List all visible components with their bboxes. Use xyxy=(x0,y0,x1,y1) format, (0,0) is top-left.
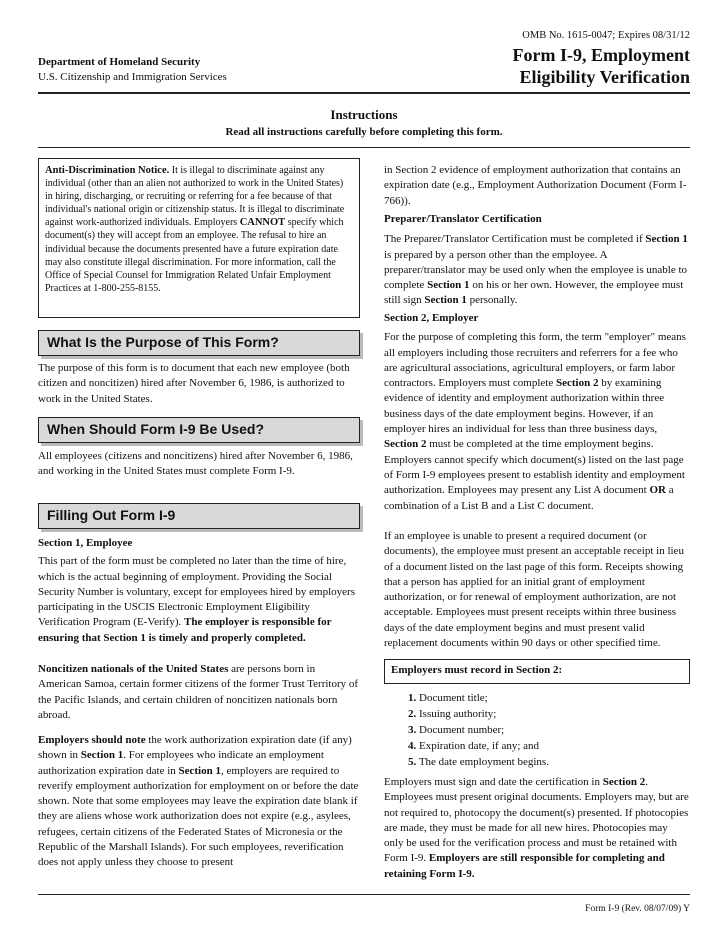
preparer-block xyxy=(384,212,690,309)
preparer-title: Preparer/Translator Certification xyxy=(384,213,542,225)
sign-t2: . Employees must present original documents. Employers may, but are not required to, photocopy the document(s) presented. If photocopies are made, they must be made for all new hires. Photocopies may only be used for the verification process and must be retained with Form I-9. xyxy=(384,776,689,865)
record-list xyxy=(408,690,690,770)
record-item: 2. Issuing authority; xyxy=(408,708,497,720)
record-item: 4. Expiration date, if any; and xyxy=(408,740,540,752)
filling-heading: Filling Out Form I-9 xyxy=(38,503,360,529)
section-2-s2: Section 2 xyxy=(384,438,427,451)
form-title-line-1: Form I-9, Employment xyxy=(512,45,690,65)
preparer-t2: is prepared by a person other than the employee. A preparer/translator may be used only when the employee is unable to complete xyxy=(384,248,688,292)
notice-heading: Anti-Discrimination Notice. xyxy=(45,165,170,176)
section-2-text xyxy=(384,330,690,514)
section-2-or: OR xyxy=(649,484,666,497)
section-2-t1: For the purpose of completing this form, the term "employer" means all employers including those recruiters and referrers for a fee who are agricultural associations, agricultural employers, or farm labor contractors. Employers must complete xyxy=(384,331,686,390)
employers-note-bold: Employers should note xyxy=(38,734,146,746)
instructions-title: Instructions xyxy=(330,107,398,122)
employers-note-text-3: , employers are required to reverify employment authorization for employment on or before the date shown. Note that some employees may leave the expiration date blank if they are aliens whose work authorization does not expire (e.g., asylees, refugees, certain citizens of the Federated States of Micronesia or the Republic of the Marshall Islands). For such employees, reverification does not apply unless they choose to present xyxy=(38,764,359,869)
section-1-title: Section 1, Employee xyxy=(38,537,133,549)
section-1-text xyxy=(38,554,360,646)
notice-text-2: specify which document(s) they will accept from an employee. The refusal to hire an individual because the documents presented have a future expiration date may also constitute illegal discrimination. For more information, call the Office of Special Counsel for Immigration Related Unfair Employment Practices at 1-800-255-8155. xyxy=(45,217,344,294)
employers-note-paragraph xyxy=(38,733,360,871)
purpose-text: The purpose of this form is to document that each new employee (both citizen and noncitizen) hired after November 6, 1986, is authorized to work in the United States. xyxy=(38,362,350,405)
footer-revision: Form I-9 (Rev. 08/07/09) Y xyxy=(585,904,690,914)
employers-note-text-1: the work authorization expiration date (if any) shown in xyxy=(38,734,352,762)
section-1-body: This part of the form must be completed no later than the time of hire, which is the actual beginning of employment. Providing the Social Security Number is voluntary, except for employees hired by employers participating in the USCIS Electronic Employment Eligibility Verification Program (E-Verify). xyxy=(38,555,355,629)
section-2-title: Section 2, Employer xyxy=(384,312,479,324)
sign-bold: Employers are still responsible for completing and retaining Form I-9. xyxy=(384,852,665,880)
section-2-block xyxy=(384,311,690,514)
form-title-line-2: Eligibility Verification xyxy=(519,67,690,87)
preparer-s2: Section 1 xyxy=(427,279,470,292)
form-title xyxy=(513,44,690,88)
when-heading: When Should Form I-9 Be Used? xyxy=(38,417,360,443)
instructions-subtitle: Read all instructions carefully before completing this form. xyxy=(225,126,503,138)
noncitizen-text: are persons born in American Samoa, certain former citizens of the former Trust Territory of the Pacific Islands, and certain children of noncitizen nationals born abroad. xyxy=(38,663,359,721)
notice-cannot: CANNOT xyxy=(239,217,286,229)
sign-t1: Employers must sign and date the certification in xyxy=(384,776,603,788)
record-item: 5. The date employment begins. xyxy=(408,756,549,768)
section-1-block xyxy=(38,536,360,646)
employers-note-section-1b: Section 1 xyxy=(178,764,221,777)
section-2-t4: a combination of a List B and a List C document. xyxy=(384,484,674,512)
employers-note-section-1a: Section 1 xyxy=(80,749,124,762)
department-name: Department of Homeland Security xyxy=(38,56,201,68)
preparer-s1: Section 1 xyxy=(645,233,688,246)
section-2-t2: by examining evidence of identity and employment authorization within three business days of the date employment begins. However, if an employer hires an individual for less than three business days, xyxy=(384,377,665,436)
employers-note-text-2: . For employees who indicate an employment authorization expiration date in xyxy=(38,749,324,777)
anti-discrimination-notice xyxy=(38,158,360,318)
sign-paragraph xyxy=(384,775,690,882)
record-item: 1. Document title; xyxy=(408,692,488,704)
footer-rule xyxy=(38,894,690,895)
agency-name: U.S. Citizenship and Immigration Services xyxy=(38,71,227,83)
record-box: Employers must record in Section 2: xyxy=(384,659,690,684)
omb-number: OMB No. 1615-0047; Expires 08/31/12 xyxy=(522,30,690,41)
noncitizen-bold: Noncitizen nationals of the United States xyxy=(38,663,229,675)
noncitizen-paragraph xyxy=(38,662,360,723)
preparer-text xyxy=(384,232,690,308)
sign-s2: Section 2 xyxy=(602,776,646,788)
when-text: All employees (citizens and noncitizens) hired after November 6, 1986, and working in the United States must complete Form I-9. xyxy=(38,450,353,478)
continued-paragraph: in Section 2 evidence of employment authorization that contains an expiration date (e.g., Employment Authorization Document (Form I-766)). xyxy=(384,164,687,207)
instructions-rule xyxy=(38,147,690,148)
notice-text-1: It is illegal to discriminate against any individual (other than an alien not authorized to work in the United States) in hiring, discharging, or recruiting or referring for a fee because of that individual's national origin or citizenship status. It is illegal to discriminate against work-authorized individuals. Employers xyxy=(45,165,345,229)
preparer-t4: personally. xyxy=(466,294,518,307)
preparer-s3: Section 1 xyxy=(424,294,467,307)
preparer-t1: The Preparer/Translator Certification must be completed if xyxy=(384,233,646,246)
preparer-t3: on his or her own. However, the employee must still sign xyxy=(384,279,684,307)
header-rule xyxy=(38,92,690,94)
section-2-t3: must be completed at the time employment begins. Employers cannot specify which document(s) listed on the last page of Form I-9 employees present to establish identity and employment authorization. Employees may present any List A document xyxy=(384,438,685,497)
receipt-paragraph: If an employee is unable to present a required document (or documents), the employee must present an acceptable receipt in lieu of a document listed on the last page of this form. Receipts showing that a person has applied for an initial grant of employment authorization, or for renewal of employment authorization, are not acceptable. Employees must present receipts within three business days of the date employment begins and must present valid replacement documents within 90 days or other specified time. xyxy=(384,530,684,650)
section-2-s1: Section 2 xyxy=(555,377,599,390)
section-1-bold: The employer is responsible for ensuring that Section 1 is timely and properly completed. xyxy=(38,616,332,644)
purpose-heading: What Is the Purpose of This Form? xyxy=(38,330,360,356)
record-item: 3. Document number; xyxy=(408,724,505,736)
